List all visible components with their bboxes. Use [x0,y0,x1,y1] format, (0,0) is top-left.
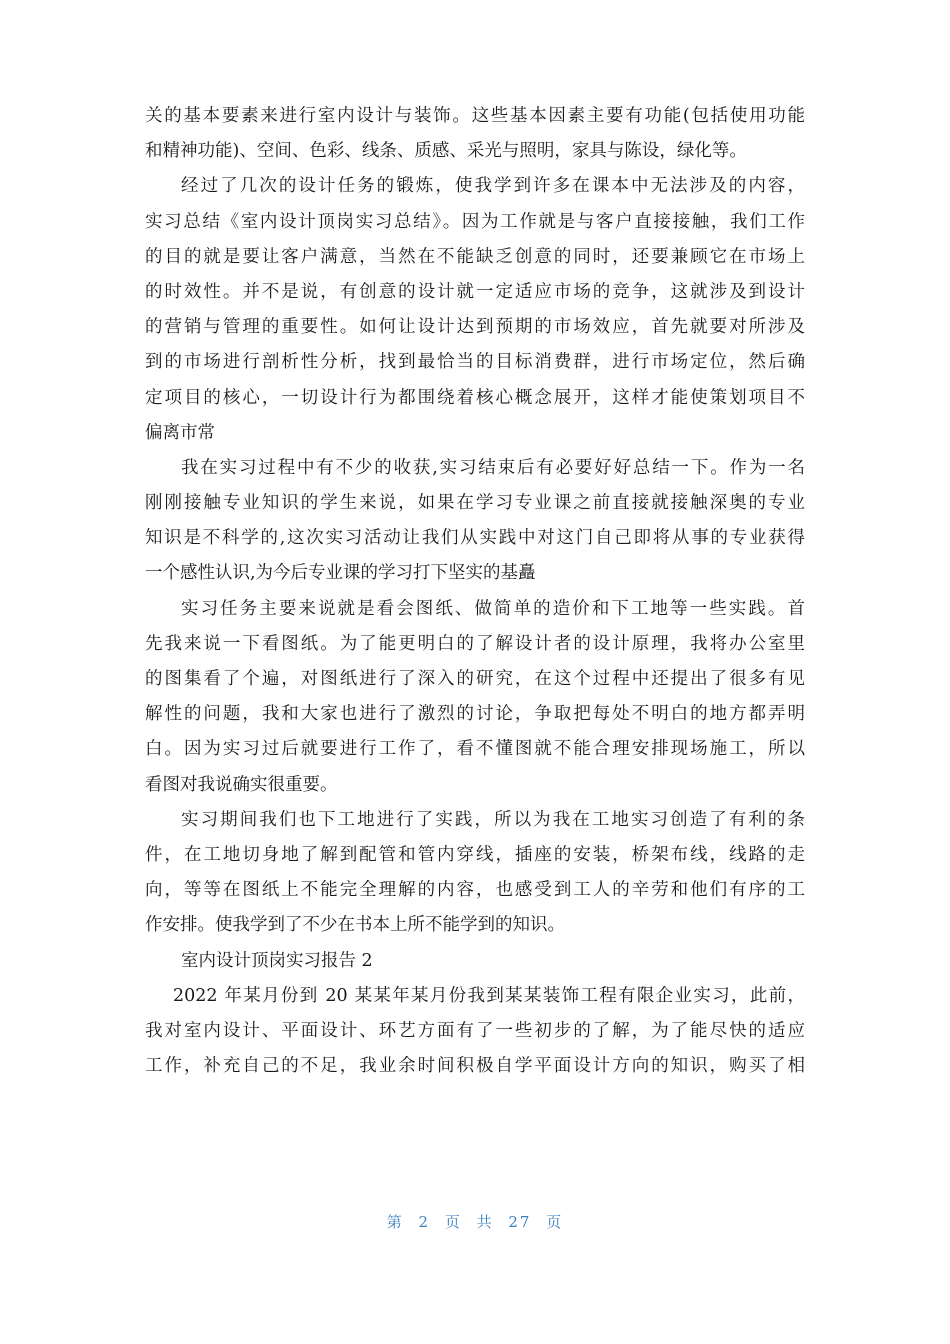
section-heading: 室内设计顶岗实习报告 2 [181,950,373,971]
text-line: 和精神功能)、空间、色彩、线条、质感、采光与照明，家具与陈设，绿化等。 [145,141,747,162]
text-line: 解性的问题，我和大家也进行了激烈的讨论，争取把每处不明白的地方都弄明 [145,704,805,725]
text-line: 实习总结《室内设计顶岗实习总结》。因为工作就是与客户直接接触，我们工作 [145,211,805,232]
text-line: 的图集看了个遍，对图纸进行了深入的研究，在这个过程中还提出了很多有见 [145,669,805,689]
text-line: 工作，补充自己的不足，我业余时间积极自学平面设计方向的知识，购买了相 [145,1056,805,1077]
text-line: 的时效性。并不是说，有创意的设计就一定适应市场的竞争，这就涉及到设计 [145,281,805,302]
text-line: 定项目的核心，一切设计行为都围绕着核心概念展开，这样才能使策划项目不 [145,387,805,408]
text-line: 先我来说一下看图纸。为了能更明白的了解设计者的设计原理，我将办公室里 [145,633,805,654]
text-line: 的目的就是要让客户满意，当然在不能缺乏创意的同时，还要兼顾它在市场上 [145,246,805,267]
text-line: 到的市场进行剖析性分析，找到最恰当的目标消费群，进行市场定位，然后确 [145,352,805,373]
text-line: 刚刚接触专业知识的学生来说，如果在学习专业课之前直接就接触深奥的专业 [145,493,805,514]
text-line: 白。因为实习过后就要进行工作了，看不懂图就不能合理安排现场施工，所以 [145,739,805,760]
text-line: 向，等等在图纸上不能完全理解的内容，也感受到工人的辛劳和他们有序的工 [145,880,805,901]
text-line: 我在实习过程中有不少的收获,实习结束后有必要好好总结一下。作为一名 [181,457,805,478]
text-line: 经过了几次的设计任务的锻炼，使我学到许多在课本中无法涉及的内容， [181,176,805,197]
text-line: 件，在工地切身地了解到配管和管内穿线，插座的安装，桥架布线，线路的走 [145,844,805,865]
text-line: 2022 年某月份到 20 某某年某月份我到某某装饰工程有限企业实习，此前， [173,985,805,1006]
text-line: 实习期间我们也下工地进行了实践，所以为我在工地实习创造了有利的条 [181,809,805,830]
page-number-footer: 第 2 页 共 27 页 [386,1213,564,1231]
text-line: 实习任务主要来说就是看会图纸、做简单的造价和下工地等一些实践。首 [181,598,805,619]
text-line: 关的基本要素来进行室内设计与装饰。这些基本因素主要有功能(包括使用功能 [145,106,805,126]
text-line: 看图对我说确实很重要。 [145,774,338,795]
text-line: 作安排。使我学到了不少在书本上所不能学到的知识。 [145,915,565,936]
text-line: 我对室内设计、平面设计、环艺方面有了一些初步的了解，为了能尽快的适应 [145,1020,805,1041]
text-line: 知识是不科学的,这次实习活动让我们从实践中对这门自己即将从事的专业获得 [145,528,805,549]
text-line: 的营销与管理的重要性。如何让设计达到预期的市场效应，首先就要对所涉及 [145,317,805,338]
text-line: 偏离市常 [145,422,215,443]
text-line: 一个感性认识,为今后专业课的学习打下坚实的基矗 [145,563,536,584]
document-body [145,99,805,1084]
